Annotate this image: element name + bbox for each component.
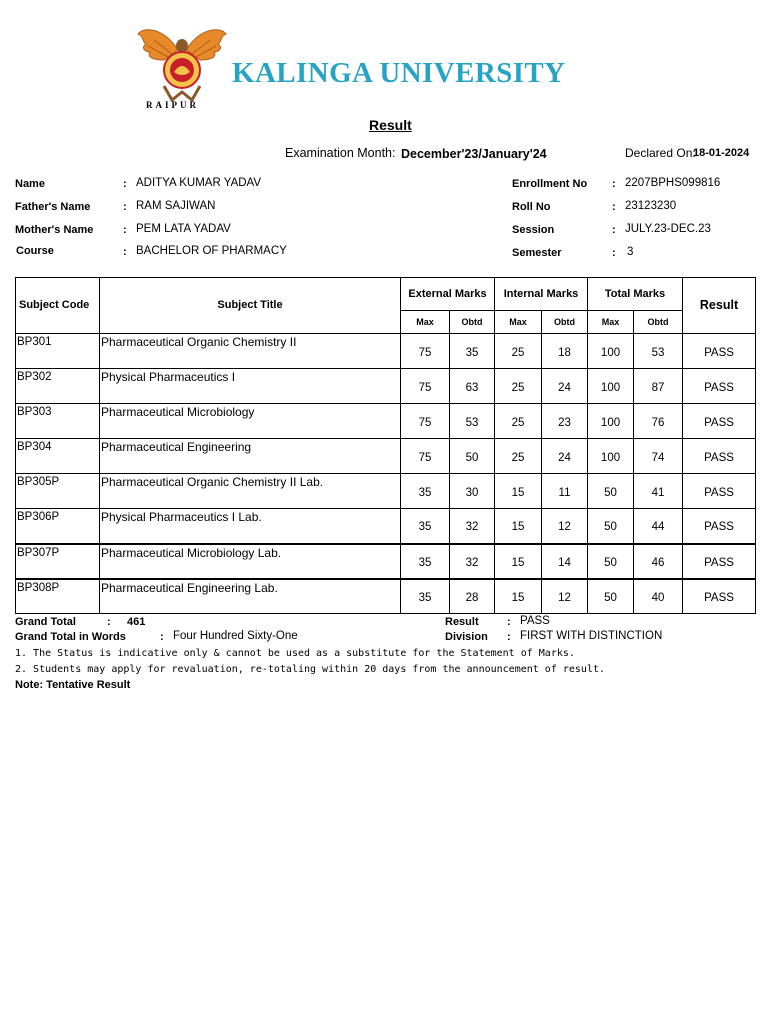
obtd-header: Obtd	[634, 311, 683, 334]
mother-name-label: Mother's Name	[15, 224, 94, 236]
external-max: 75	[401, 369, 450, 404]
subject-code: BP301	[16, 334, 100, 369]
subject-result: PASS	[683, 579, 756, 614]
total-max: 100	[588, 439, 634, 474]
subject-code: BP308P	[16, 579, 100, 614]
name-label: Name	[15, 178, 45, 190]
total-obtained: 74	[634, 439, 683, 474]
total-obtained: 46	[634, 544, 683, 579]
declared-value: 18-01-2024	[693, 147, 750, 159]
internal-obtained: 24	[542, 439, 588, 474]
external-obtained: 28	[450, 579, 495, 614]
overall-result: PASS	[520, 615, 550, 627]
tentative-note: Note: Tentative Result	[15, 679, 131, 691]
colon: :	[507, 616, 511, 628]
total-obtained: 44	[634, 509, 683, 544]
colon: :	[107, 616, 111, 628]
table-row	[16, 579, 756, 614]
internal-obtained: 12	[542, 579, 588, 614]
external-obtained: 53	[450, 404, 495, 439]
total-max: 50	[588, 509, 634, 544]
max-header: Max	[495, 311, 542, 334]
note-line-2: 2. Students may apply for revaluation, re-totaling within 20 days from the announcement of result.	[15, 664, 606, 675]
total-obtained: 76	[634, 404, 683, 439]
table-row	[16, 369, 756, 404]
page-title: Result	[369, 117, 412, 133]
mother-name: PEM LATA YADAV	[136, 223, 231, 235]
enrollment-number: 2207BPHS099816	[625, 177, 721, 189]
internal-obtained: 14	[542, 544, 588, 579]
grand-total-label: Grand Total	[15, 616, 76, 628]
external-max: 75	[401, 439, 450, 474]
colon: :	[123, 246, 127, 258]
father-name-label: Father's Name	[15, 201, 91, 213]
table-row	[16, 474, 756, 509]
result-label: Result	[445, 616, 479, 628]
subject-result: PASS	[683, 544, 756, 579]
subject-result: PASS	[683, 404, 756, 439]
subject-code: BP305P	[16, 474, 100, 509]
enrollment-label: Enrollment No	[512, 178, 588, 190]
internal-obtained: 18	[542, 334, 588, 369]
total-marks-header: Total Marks	[588, 278, 683, 311]
colon: :	[612, 224, 616, 236]
subject-title: Pharmaceutical Organic Chemistry II	[100, 334, 401, 369]
external-max: 35	[401, 544, 450, 579]
subject-title: Pharmaceutical Engineering	[100, 439, 401, 474]
note-line-1: 1. The Status is indicative only & cannot be used as a substitute for the Statement of Marks.	[15, 648, 575, 659]
logo-place-text: RAIPUR	[146, 100, 199, 110]
external-obtained: 63	[450, 369, 495, 404]
internal-max: 15	[495, 509, 542, 544]
subject-code: BP307P	[16, 544, 100, 579]
table-row	[16, 544, 756, 579]
internal-max: 25	[495, 334, 542, 369]
internal-obtained: 24	[542, 369, 588, 404]
obtd-header: Obtd	[450, 311, 495, 334]
subject-code: BP303	[16, 404, 100, 439]
session-value: JULY.23-DEC.23	[625, 223, 711, 235]
total-obtained: 53	[634, 334, 683, 369]
subject-title: Pharmaceutical Microbiology Lab.	[100, 544, 401, 579]
university-name: KALINGA UNIVERSITY	[232, 57, 566, 89]
roll-number: 23123230	[625, 200, 677, 212]
external-max: 75	[401, 334, 450, 369]
grand-total-value: 461	[127, 616, 146, 628]
subject-title: Pharmaceutical Organic Chemistry II Lab.	[100, 474, 401, 509]
internal-marks-header: Internal Marks	[495, 278, 588, 311]
exam-month-label: Examination Month:	[285, 146, 396, 160]
exam-month-value: December'23/January'24	[401, 147, 547, 161]
subject-code: BP306P	[16, 509, 100, 544]
roll-label: Roll No	[512, 201, 551, 213]
colon: :	[612, 178, 616, 190]
external-max: 35	[401, 474, 450, 509]
semester-value: 3	[627, 246, 634, 258]
subject-title: Pharmaceutical Microbiology	[100, 404, 401, 439]
subject-title: Physical Pharmaceutics I	[100, 369, 401, 404]
total-max: 100	[588, 404, 634, 439]
total-max: 50	[588, 579, 634, 614]
external-obtained: 32	[450, 544, 495, 579]
subject-result: PASS	[683, 474, 756, 509]
colon: :	[160, 631, 164, 643]
division-value: FIRST WITH DISTINCTION	[520, 630, 663, 642]
semester-label: Semester	[512, 247, 562, 259]
marks-table	[15, 277, 756, 614]
subject-title-header: Subject Title	[100, 278, 401, 334]
colon: :	[123, 224, 127, 236]
total-max: 100	[588, 334, 634, 369]
table-row	[16, 404, 756, 439]
total-max: 50	[588, 544, 634, 579]
result-header: Result	[683, 278, 756, 334]
table-row	[16, 439, 756, 474]
subject-code: BP302	[16, 369, 100, 404]
table-row	[16, 334, 756, 369]
course-label: Course	[16, 245, 54, 257]
session-label: Session	[512, 224, 555, 236]
internal-obtained: 12	[542, 509, 588, 544]
subject-title: Physical Pharmaceutics I Lab.	[100, 509, 401, 544]
subject-title: Pharmaceutical Engineering Lab.	[100, 579, 401, 614]
total-max: 100	[588, 369, 634, 404]
subject-code: BP304	[16, 439, 100, 474]
max-header: Max	[401, 311, 450, 334]
table-row	[16, 509, 756, 544]
external-obtained: 50	[450, 439, 495, 474]
subject-result: PASS	[683, 369, 756, 404]
internal-max: 25	[495, 404, 542, 439]
division-label: Division	[445, 631, 488, 643]
internal-obtained: 11	[542, 474, 588, 509]
total-obtained: 40	[634, 579, 683, 614]
colon: :	[612, 201, 616, 213]
external-max: 35	[401, 579, 450, 614]
external-max: 35	[401, 509, 450, 544]
internal-max: 25	[495, 439, 542, 474]
obtd-header: Obtd	[542, 311, 588, 334]
max-header: Max	[588, 311, 634, 334]
external-obtained: 35	[450, 334, 495, 369]
grand-total-words: Four Hundred Sixty-One	[173, 630, 298, 642]
colon: :	[612, 247, 616, 259]
total-obtained: 87	[634, 369, 683, 404]
subject-code-header: Subject Code	[16, 278, 100, 334]
total-max: 50	[588, 474, 634, 509]
internal-max: 15	[495, 474, 542, 509]
course-name: BACHELOR OF PHARMACY	[136, 245, 287, 257]
internal-max: 15	[495, 544, 542, 579]
grand-total-words-label: Grand Total in Words	[15, 631, 126, 643]
internal-obtained: 23	[542, 404, 588, 439]
subject-result: PASS	[683, 509, 756, 544]
declared-label: Declared On:	[625, 146, 696, 160]
colon: :	[123, 178, 127, 190]
external-max: 75	[401, 404, 450, 439]
father-name: RAM SAJIWAN	[136, 200, 216, 212]
subject-result: PASS	[683, 334, 756, 369]
subject-result: PASS	[683, 439, 756, 474]
internal-max: 15	[495, 579, 542, 614]
colon: :	[123, 201, 127, 213]
colon: :	[507, 631, 511, 643]
external-obtained: 32	[450, 509, 495, 544]
student-name: ADITYA KUMAR YADAV	[136, 177, 262, 189]
internal-max: 25	[495, 369, 542, 404]
university-logo	[134, 20, 230, 112]
external-obtained: 30	[450, 474, 495, 509]
total-obtained: 41	[634, 474, 683, 509]
external-marks-header: External Marks	[401, 278, 495, 311]
